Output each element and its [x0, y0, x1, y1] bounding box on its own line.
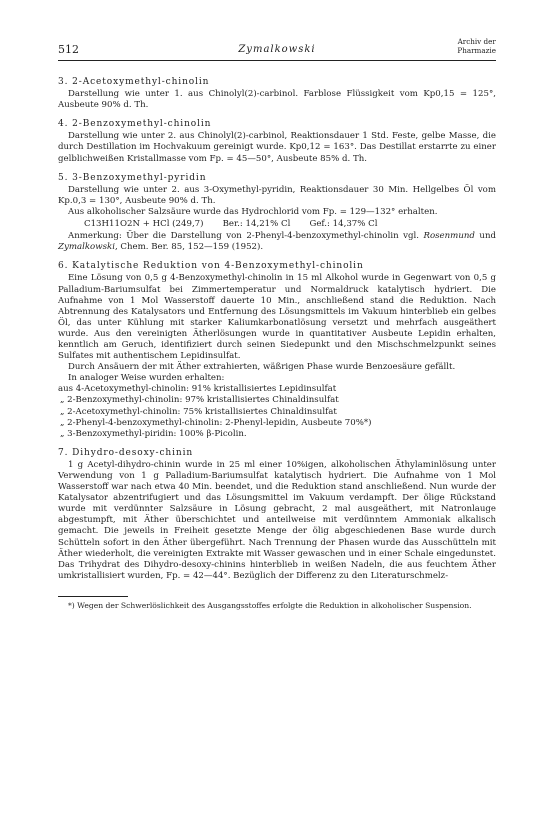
section-3 [58, 77, 496, 111]
results-list [58, 384, 496, 439]
section-7-text: 1 g Acetyl-dihydro-chinin wurde in 25 ml einer 10%igen, alkoholischen Äthylaminlösung unter Verwendung von 1 g Palladium-Bariumsulfat katalytisch hydriert. Die Aufnahme von 1 Mol Wasserstoff war nach etwa 40 Min. beendet, und die Reduktion stand anschließend. Nun wurde der Katalysator abzentrifugiert und das Lösungsmittel im Vakuum verdampft. Der ölige Rückstand wurde mit verdünnter Salzsäure in Lösung gebracht, 2 mal ausgeäthert, mit Natronlauge abgestumpft, mit Äther überschichtet und anteilweise mit verdünntem Ammoniak alkalisch gemacht. Die jeweils in Freiheit gesetzte Menge der ölig abgeschiedenen Base wurde durch Schütteln sofort in den Äther übergeführt. Nach Trennung der Phasen wurde das Ausschütteln mit Äther wiederholt, die vereinigten Extrakte mit Wasser gewaschen und in einer Schale eingedunstet. Das Trihydrat des Dihydro-desoxy-chinins hinterblieb in weißen Nadeln, die aus feuchtem Äther umkristallisiert wurden, Fp. = 42—44°. Bezüglich der Differenz zu den Literaturschmelz- [58, 459, 496, 581]
section-6-heading: 6. Katalytische Reduktion von 4-Benzoxymethyl-chinolin [58, 261, 364, 272]
list-item: aus 4-Acetoxymethyl-chinolin: 91% kristallisiertes Lepidinsulfat [58, 384, 337, 395]
footnote-rule [58, 596, 128, 597]
footnote: *) Wegen der Schwerlöslichkeit des Ausgangsstoffes erfolgte die Reduktion in alkoholischer Suspension. [68, 600, 472, 610]
running-title: Zymalkowski [238, 44, 316, 55]
list-item: „ 3-Benzoxymethyl-piridin: 100% β-Picolin. [60, 428, 247, 439]
page-number: 512 [58, 43, 79, 56]
section-6-text: Eine Lösung von 0,5 g 4-Benzoxymethyl-chinolin in 15 ml Alkohol wurde in Gegenwart von 0,5 g Palladium-Bariumsulfat bei Zimmertemperatur und Normaldruck katalytisch hydriert. Die Aufnahme von 1 Mol Wasserstoff dauerte 10 Min., anschließend stand die Reduktion. Nach Abtrennung des Katalysators und Entfernung des Lösungsmittels im Vakuum hinterblieb ein gelbes Öl, das unter Kühlung mit starker Kaliumkarbonatlösung versetzt und mehrfach ausgeäthert wurde. Aus den vereinigten Ätherlösungen wurde in quantitativer Ausbeute Lepidin erhalten, kenntlich am Geruch, identifiziert durch seinen Siedepunkt und den Mischschmelzpunkt seines Sulfates mit authentischem Lepidinsulfat. [58, 273, 496, 362]
section-6 [58, 261, 496, 440]
list-item: „ 2-Phenyl-4-benzoxymethyl-chinolin: 2-Phenyl-lepidin, Ausbeute 70%*) [60, 417, 372, 428]
section-4-text: Darstellung wie unter 2. aus Chinolyl(2)-carbinol, Reaktionsdauer 1 Std. Feste, gelbe Masse, die durch Destillation im Hochvakuum gereinigt wurde. Kp0,12 = 163°. Das Destillat erstarrte zu einer gelblichweißen Kristallmasse vom Fp. = 45—50°, Ausbeute 85% d. Th. [58, 131, 496, 164]
journal-line-2: Pharmazie [457, 45, 496, 55]
journal-line-1: Archiv der [457, 37, 496, 46]
note-and: und [474, 231, 496, 242]
section-5 [58, 173, 496, 254]
section-7-heading: 7. Dihydro-desoxy-chinin [58, 447, 194, 458]
section-5-text: Darstellung wie unter 2. aus 3-Oxymethyl-pyridin, Reaktionsdauer 30 Min. Hellgelbes Öl vom Kp.0,3 = 130°, Ausbeute 90% d. Th. [58, 184, 496, 206]
note-author-2: Zymalkowski [58, 242, 115, 253]
section-5-hydrochloride: Aus alkoholischer Salzsäure wurde das Hydrochlorid vom Fp. = 129—132° erhalten. [68, 206, 438, 217]
section-6-benzoic-acid: Durch Ansäuern der mit Äther extrahierten, wäßrigen Phase wurde Benzoesäure gefällt. [68, 362, 456, 373]
section-5-formula: C13H11O2N + HCl (249,7) Ber.: 14,21% Cl Gef.: 14,37% Cl [84, 219, 378, 230]
section-5-heading: 5. 3-Benzoxymethyl-pyridin [58, 172, 207, 183]
section-6-analog-intro: In analoger Weise wurden erhalten: [68, 373, 225, 384]
section-3-heading: 3. 2-Acetoxymethyl-chinolin [58, 77, 210, 87]
section-7 [58, 448, 496, 582]
note-text-a: Anmerkung: Über die Darstellung von 2-Phenyl-4-benzoxymethyl-chinolin vgl. [68, 231, 419, 242]
note-author-1: Rosenmund [423, 231, 475, 242]
section-4-heading: 4. 2-Benzoxymethyl-chinolin [58, 119, 212, 130]
section-4 [58, 119, 496, 164]
journal-name [457, 38, 496, 55]
note-text-b: , Chem. Ber. 85, 152—159 (1952). [114, 242, 264, 253]
list-item: „ 2-Acetoxymethyl-chinolin: 75% kristallisiertes Chinaldinsulfat [60, 406, 337, 417]
section-3-text: Darstellung wie unter 1. aus Chinolyl(2)-carbinol. Farblose Flüssigkeit vom Kp0,15 = 125°, Ausbeute 90% d. Th. [58, 89, 496, 111]
section-5-note [58, 231, 496, 253]
page-header [58, 38, 496, 58]
header-rule [58, 60, 496, 61]
list-item: „ 2-Benzoxymethyl-chinolin: 97% kristallisiertes Chinaldinsulfat [60, 395, 339, 406]
